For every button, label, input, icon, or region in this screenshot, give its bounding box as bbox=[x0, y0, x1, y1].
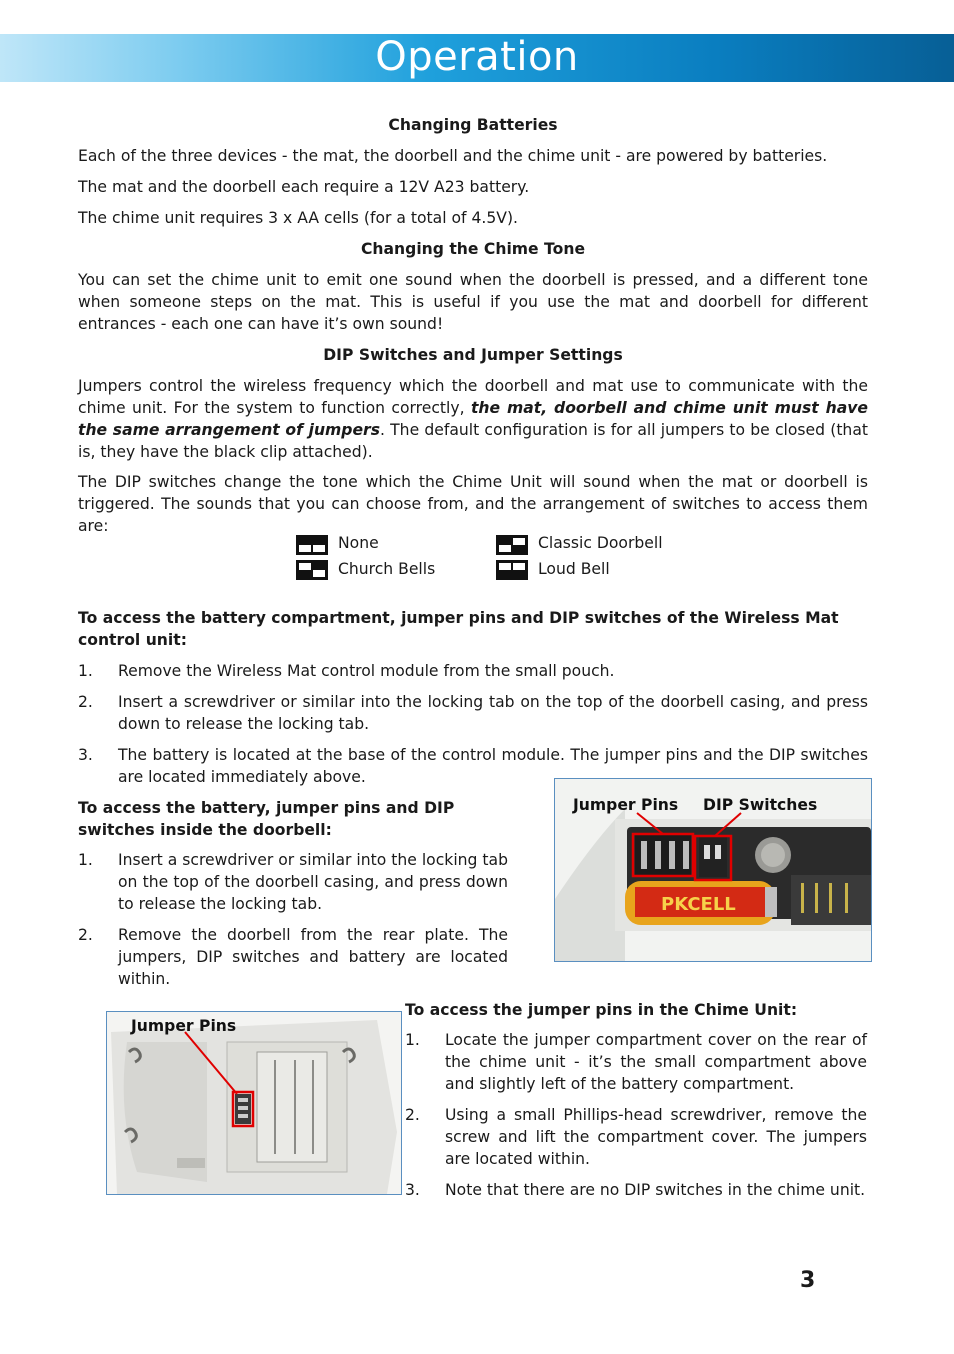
batteries-paragraph-1: Each of the three devices - the mat, the doorbell and the chime unit - are powered by batteries. bbox=[78, 147, 828, 165]
mat-control-unit-photo bbox=[554, 778, 872, 962]
list-text: The battery is located at the base of the control module. The jumper pins and the DIP switches are located immediately above. bbox=[118, 746, 868, 786]
dip-paragraph-1-start: Jumpers control the wireless frequency which the doorbell and mat use to communicate with the chime unit. For the system to function correctly, bbox=[78, 377, 868, 417]
list-text: Insert a screwdriver or similar into the locking tab on the top of the doorbell casing, and press down to release the locking tab. bbox=[118, 851, 508, 913]
list-item bbox=[78, 849, 508, 915]
dip-paragraph-1 bbox=[78, 375, 868, 463]
list-number: 3. bbox=[405, 1181, 420, 1199]
dip-option-classic-doorbell: Classic Doorbell bbox=[538, 534, 663, 552]
photo-label-chime-jumper-pins: Jumper Pins bbox=[131, 1017, 237, 1035]
list-item bbox=[405, 1179, 868, 1201]
list-number: 1. bbox=[78, 662, 93, 680]
header-banner bbox=[0, 34, 954, 82]
list-item bbox=[405, 1029, 868, 1095]
section-heading-doorbell: To access the battery, jumper pins and DIP switches inside the doorbell: bbox=[78, 799, 455, 839]
list-number: 1. bbox=[405, 1031, 420, 1049]
list-number: 2. bbox=[78, 693, 93, 711]
page-number: 3 bbox=[800, 1268, 816, 1293]
batteries-paragraph-3: The chime unit requires 3 x AA cells (for a total of 4.5V). bbox=[78, 209, 518, 227]
dip-paragraph-2: The DIP switches change the tone which the Chime Unit will sound when the mat or doorbell is triggered. The sounds that you can choose from, and the arrangement of switches to access them are: bbox=[78, 473, 868, 535]
list-number: 2. bbox=[78, 926, 93, 944]
section-heading-batteries: Changing Batteries bbox=[388, 116, 558, 134]
list-number: 3. bbox=[78, 746, 93, 764]
page-title: Operation bbox=[375, 34, 579, 80]
photo-label-dip-switches: DIP Switches bbox=[703, 796, 818, 814]
photo-label-jumper-pins: Jumper Pins bbox=[573, 796, 679, 814]
list-text: Insert a screwdriver or similar into the locking tab on the top of the doorbell casing, and press down to release the locking tab. bbox=[118, 693, 868, 733]
section-heading-chime-tone: Changing the Chime Tone bbox=[360, 240, 586, 258]
list-text: Remove the doorbell from the rear plate. The jumpers, DIP switches and battery are located within. bbox=[118, 926, 508, 988]
list-item bbox=[78, 691, 868, 735]
chime-unit-illustration bbox=[107, 1012, 401, 1194]
batteries-paragraph-2: The mat and the doorbell each require a 12V A23 battery. bbox=[78, 178, 530, 196]
dip-switch-diagram-classic-doorbell bbox=[496, 535, 528, 555]
list-text: Note that there are no DIP switches in the chime unit. bbox=[445, 1181, 866, 1199]
dip-option-none: None bbox=[338, 534, 379, 552]
dip-option-loud-bell: Loud Bell bbox=[538, 560, 610, 578]
list-item bbox=[405, 1104, 868, 1170]
dip-switch-diagram-none bbox=[296, 535, 328, 555]
list-number: 2. bbox=[405, 1106, 420, 1124]
dip-paragraph-1-emphasis: the mat, doorbell and chime unit must have the same arrangement of jumpers bbox=[78, 399, 869, 439]
list-text: Remove the Wireless Mat control module from the small pouch. bbox=[118, 662, 615, 680]
dip-paragraph-1-end: . The default configuration is for all jumpers to be closed (that is, they have the black clip attached). bbox=[78, 421, 868, 461]
section-heading-mat: To access the battery compartment, jumper pins and DIP switches of the Wireless Mat control unit: bbox=[78, 609, 839, 649]
list-item bbox=[78, 660, 868, 682]
list-item bbox=[78, 924, 508, 990]
dip-option-church-bells: Church Bells bbox=[338, 560, 436, 578]
list-number: 1. bbox=[78, 851, 93, 869]
list-text: Using a small Phillips-head screwdriver, remove the screw and lift the compartment cover. The jumpers are located within. bbox=[445, 1106, 867, 1168]
section-heading-dip: DIP Switches and Jumper Settings bbox=[323, 346, 623, 364]
dip-switch-diagram-church-bells bbox=[296, 560, 328, 580]
section-heading-chime-unit: To access the jumper pins in the Chime Unit: bbox=[405, 1001, 798, 1019]
dip-switch-diagram-loud-bell bbox=[496, 560, 528, 580]
battery-brand-text: PKCELL bbox=[661, 894, 736, 915]
list-text: Locate the jumper compartment cover on the rear of the chime unit - it’s the small compartment above and slightly left of the battery compartment. bbox=[445, 1031, 867, 1093]
chime-unit-photo bbox=[106, 1011, 402, 1195]
chime-tone-paragraph: You can set the chime unit to emit one sound when the doorbell is pressed, and a different tone when someone steps on the mat. This is useful if you use the mat and doorbell for different entrances - each one can have it’s own sound! bbox=[78, 271, 868, 333]
